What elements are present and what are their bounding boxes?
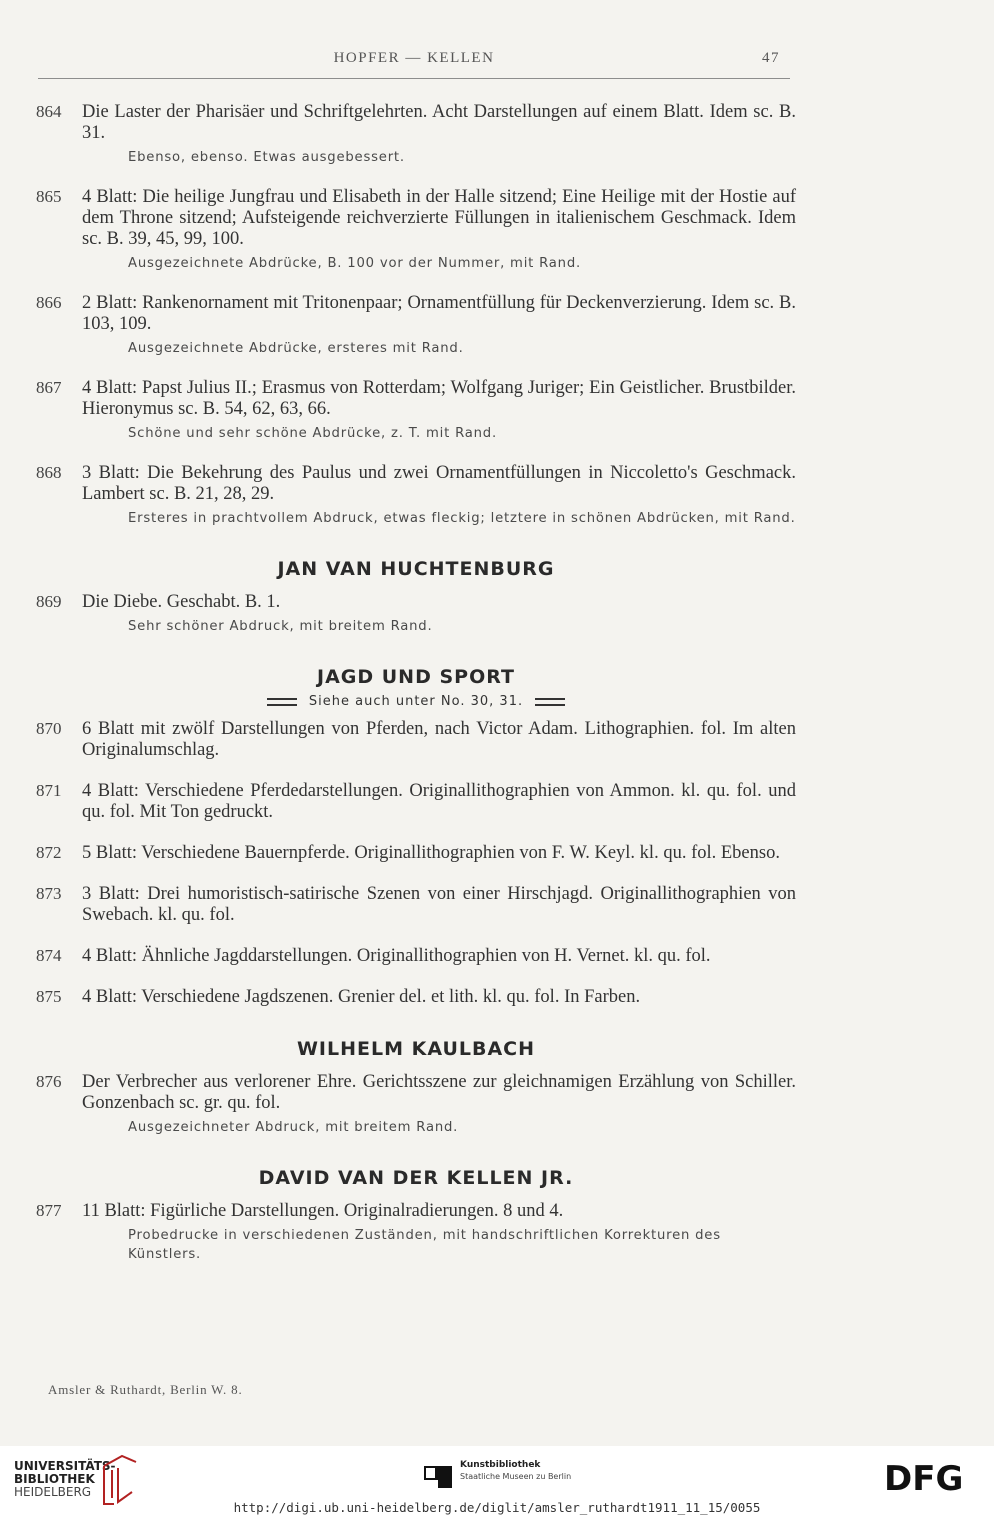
entry-text: 11 Blatt: Figürliche Darstellungen. Originalradierungen. 8 und 4. xyxy=(82,1201,564,1221)
entry-text: Die Diebe. Geschabt. B. 1. xyxy=(82,592,281,612)
entry-number: 869 xyxy=(36,592,62,611)
ub-logo-line: BIBLIOTHEK xyxy=(14,1472,95,1486)
kb-line-2: Staatliche Museen zu Berlin xyxy=(460,1472,572,1481)
entry-text: Die Laster der Pharisäer und Schriftgelehrten. Acht Darstellungen auf einem Blatt. Idem sc. B. 31. xyxy=(82,102,796,143)
entry-note: Sehr schöner Abdruck, mit breitem Rand. xyxy=(128,619,433,634)
section-heading-jagd: JAGD UND SPORT xyxy=(317,666,515,688)
catalogue-entries xyxy=(36,102,796,1284)
catalogue-entry xyxy=(36,592,796,636)
catalogue-entry xyxy=(36,378,796,443)
dfg-logo-icon xyxy=(884,1460,980,1494)
entry-note: Ausgezeichnete Abdrücke, ersteres mit Rand. xyxy=(128,341,464,356)
digitization-footer xyxy=(0,1446,994,1517)
running-header xyxy=(38,48,790,79)
see-also-note xyxy=(36,694,796,709)
section-heading-kaulbach: WILHELM KAULBACH xyxy=(296,1038,536,1060)
entry-number: 864 xyxy=(36,102,62,121)
entry-note: Ersteres in prachtvollem Abdruck, etwas fleckig; letztere in schönen Abdrücken, mit Rand. xyxy=(128,511,796,526)
entry-number: 870 xyxy=(36,719,62,738)
entry-note: Probedrucke in verschiedenen Zuständen, mit handschriftlichen Korrekturen des Künstlers. xyxy=(128,1228,721,1262)
entry-note: Schöne und sehr schöne Abdrücke, z. T. mit Rand. xyxy=(128,426,497,441)
running-title: HOPFER — KELLEN xyxy=(333,50,495,66)
entry-number: 866 xyxy=(36,293,62,312)
entry-note: Ebenso, ebenso. Etwas ausgebessert. xyxy=(128,150,405,165)
entry-number: 877 xyxy=(36,1201,62,1220)
catalogue-entry xyxy=(36,1072,796,1137)
entry-text: 4 Blatt: Verschiedene Jagdszenen. Grenier del. et lith. kl. qu. fol. In Farben. xyxy=(82,987,641,1007)
catalogue-entry xyxy=(36,781,796,823)
ub-logo-line: HEIDELBERG xyxy=(14,1485,92,1499)
entry-number: 874 xyxy=(36,946,62,965)
double-rule-left xyxy=(267,698,297,706)
entry-number: 871 xyxy=(36,781,62,800)
dfg-logo-text: DFG xyxy=(884,1460,964,1494)
entry-text: 3 Blatt: Drei humoristisch-satirische Szenen von einer Hirschjagd. Originallithographien von Swebach. kl. qu. fol. xyxy=(82,884,796,925)
entry-text: 4 Blatt: Ähnliche Jagddarstellungen. Originallithographien von H. Vernet. kl. qu. fol. xyxy=(82,946,711,966)
entry-text: 3 Blatt: Die Bekehrung des Paulus und zwei Ornamentfüllungen in Niccoletto's Geschmack. Lambert sc. B. 21, 28, 29. xyxy=(82,463,796,504)
entry-number: 873 xyxy=(36,884,62,903)
ub-logo-line: UNIVERSITÄTS- xyxy=(14,1459,116,1473)
entry-text: 2 Blatt: Rankenornament mit Tritonenpaar; Ornamentfüllung für Deckenverzierung. Idem sc. B. 103, 109. xyxy=(82,293,796,334)
page-url[interactable]: http://digi.ub.uni-heidelberg.de/diglit/amsler_ruthardt1911_11_15/0055 xyxy=(233,1500,761,1515)
catalogue-entry xyxy=(36,884,796,926)
entry-note: Ausgezeichneter Abdruck, mit breitem Rand. xyxy=(128,1120,459,1135)
kunstbibliothek-logo xyxy=(424,1460,572,1494)
entry-text: 5 Blatt: Verschiedene Bauernpferde. Originallithographien von F. W. Keyl. kl. qu. fol. Ebenso. xyxy=(82,843,780,863)
entry-text: 4 Blatt: Verschiedene Pferdedarstellungen. Originallithographien von Ammon. kl. qu. fol. und qu. fol. Mit Ton gedruckt. xyxy=(82,781,796,822)
entry-number: 868 xyxy=(36,463,62,482)
see-also-text: Siehe auch unter No. 30, 31. xyxy=(308,694,524,709)
catalogue-entry xyxy=(36,463,796,528)
catalogue-entry xyxy=(36,102,796,167)
entry-number: 865 xyxy=(36,187,62,206)
page-number: 47 xyxy=(762,50,780,66)
entry-text: 4 Blatt: Papst Julius II.; Erasmus von Rotterdam; Wolfgang Juriger; Ein Geistlicher. Brustbilder. Hieronymus sc. B. 54, 62, 63, 66. xyxy=(82,378,796,419)
entry-text: 6 Blatt mit zwölf Darstellungen von Pferden, nach Victor Adam. Lithographien. fol. Im alten Originalumschlag. xyxy=(82,719,796,760)
kunstbibliothek-text xyxy=(460,1460,620,1482)
section-heading-kellen: DAVID VAN DER KELLEN JR. xyxy=(258,1167,574,1189)
kunstbibliothek-mark-icon xyxy=(424,1460,454,1490)
entry-number: 872 xyxy=(36,843,62,862)
catalogue-entry xyxy=(36,1201,796,1264)
printer-imprint: Amsler & Ruthardt, Berlin W. 8. xyxy=(48,1382,243,1397)
catalogue-entry xyxy=(36,946,796,967)
catalogue-entry xyxy=(36,719,796,761)
catalogue-entry xyxy=(36,987,796,1008)
catalogue-entry xyxy=(36,293,796,358)
kb-line-1: Kunstbibliothek xyxy=(460,1460,541,1470)
entry-number: 867 xyxy=(36,378,62,397)
entry-note: Ausgezeichnete Abdrücke, B. 100 vor der Nummer, mit Rand. xyxy=(128,256,582,271)
entry-text: Der Verbrecher aus verlorener Ehre. Gerichtsszene zur gleichnamigen Erzählung von Schiller. Gonzenbach sc. gr. qu. fol. xyxy=(82,1072,796,1113)
catalogue-entry xyxy=(36,187,796,273)
double-rule-right xyxy=(535,698,565,706)
entry-number: 876 xyxy=(36,1072,62,1091)
entry-text: 4 Blatt: Die heilige Jungfrau und Elisabeth in der Halle sitzend; Eine Heilige mit der Hostie auf dem Throne sitzend; Aufsteigende reichverzierte Füllungen in italienischem Geschmack. Idem sc. B. 39, 45, 99, 100. xyxy=(82,187,796,249)
section-heading-huchtenburg: JAN VAN HUCHTENBURG xyxy=(277,558,555,580)
catalogue-entry xyxy=(36,843,796,864)
entry-number: 875 xyxy=(36,987,62,1006)
